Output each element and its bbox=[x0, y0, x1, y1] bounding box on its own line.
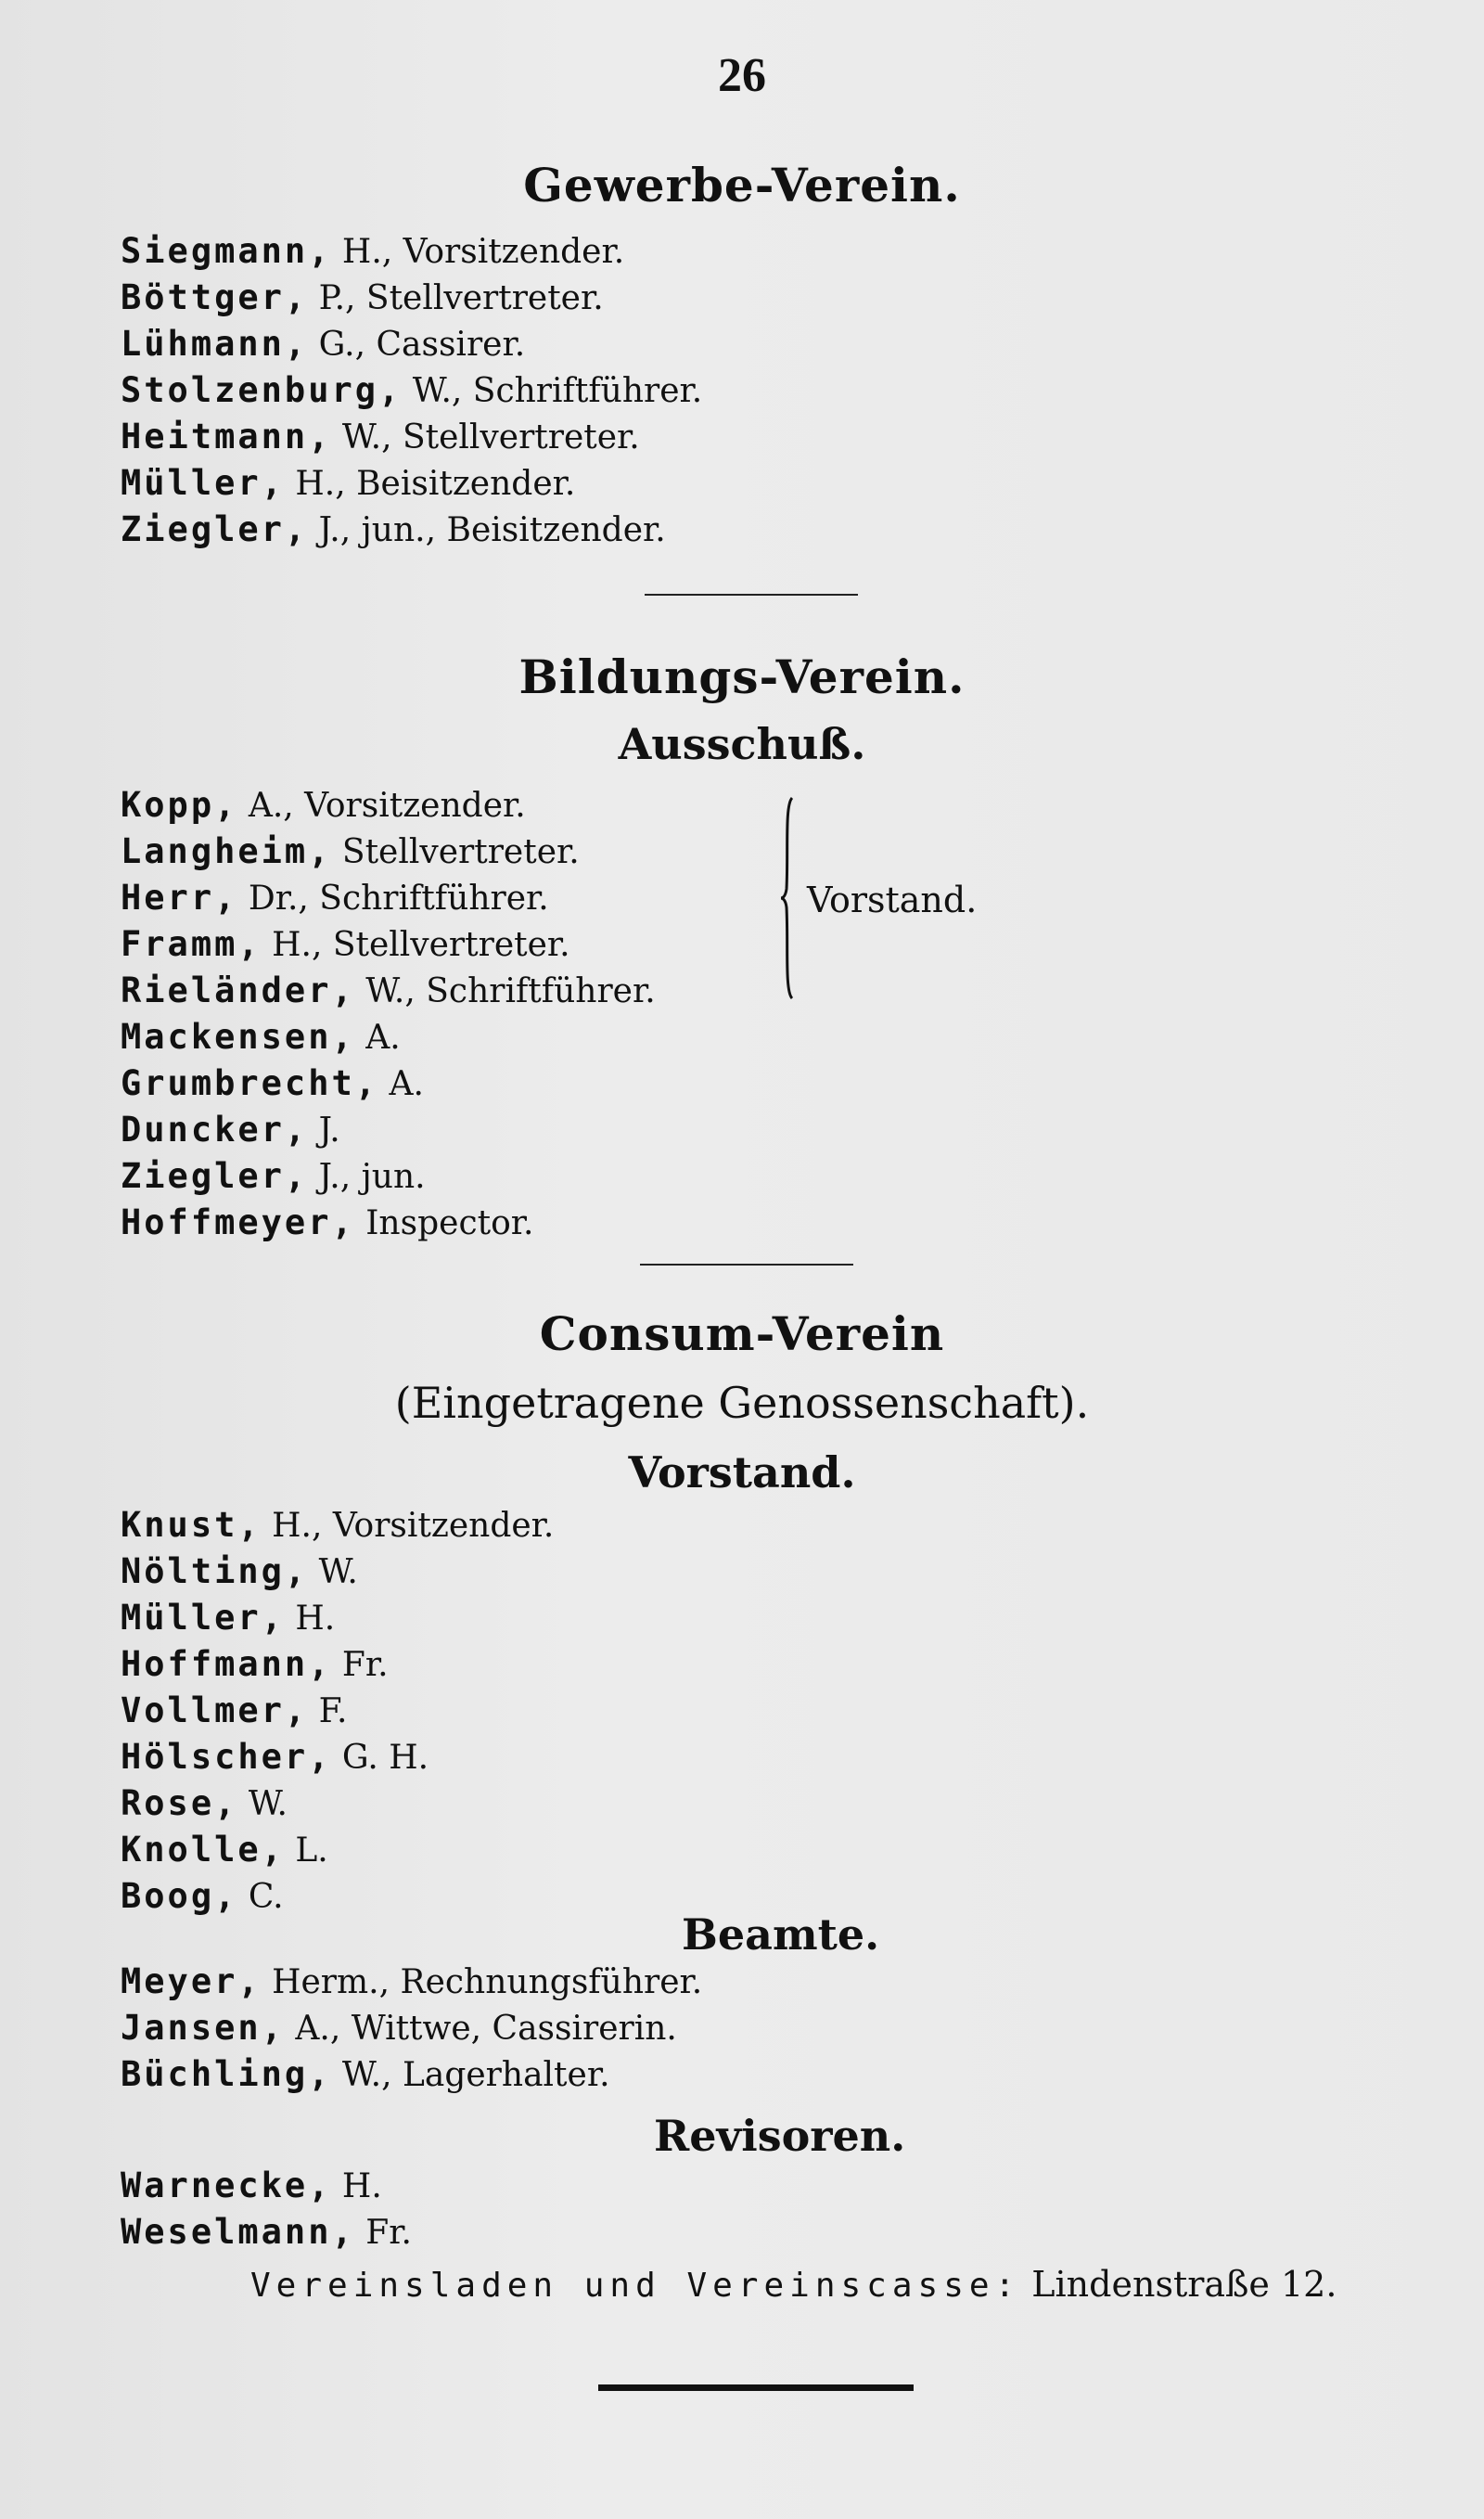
list-item: Vollmer, F. bbox=[121, 1690, 348, 1730]
closing-rule bbox=[598, 2384, 914, 2391]
store-label: Vereinsladen und Vereinscasse: bbox=[250, 2267, 1021, 2305]
list-item: Hoffmann, Fr. bbox=[121, 1644, 389, 1684]
list-item: Duncker, J. bbox=[121, 1110, 340, 1150]
beamte-heading: Beamte. bbox=[682, 1909, 880, 1960]
list-item: Meyer, Herm., Rechnungsführer. bbox=[121, 1961, 703, 2001]
list-item: Langheim, Stellvertreter. bbox=[121, 831, 580, 871]
list-item: Boog, C. bbox=[121, 1876, 284, 1916]
list-item: Müller, H. bbox=[121, 1598, 336, 1638]
section-divider bbox=[645, 594, 858, 596]
list-item: Knust, H., Vorsitzender. bbox=[121, 1505, 555, 1545]
list-item: Grumbrecht, A. bbox=[121, 1063, 424, 1103]
consum-verein-title: Consum-Verein bbox=[539, 1306, 945, 1361]
list-item: Ziegler, J., jun., Beisitzender. bbox=[121, 509, 666, 549]
list-item: Jansen, A., Wittwe, Cassirerin. bbox=[121, 2008, 677, 2048]
list-item: Ziegler, J., jun. bbox=[121, 1156, 426, 1196]
consum-vorstand-list bbox=[121, 1501, 554, 1919]
list-item: Kopp, A., Vorsitzender. bbox=[121, 785, 526, 825]
list-item: Siegmann, H., Vorsitzender. bbox=[121, 231, 625, 271]
store-address: Lindenstraße 12. bbox=[1020, 2264, 1337, 2305]
list-item: Mackensen, A. bbox=[121, 1017, 401, 1057]
section-divider bbox=[640, 1264, 853, 1266]
list-item: Böttger, P., Stellvertreter. bbox=[121, 277, 604, 317]
list-item: Warnecke, H. bbox=[121, 2166, 382, 2205]
store-address-line bbox=[250, 2264, 1337, 2305]
list-item: Herr, Dr., Schriftführer. bbox=[121, 878, 549, 918]
consum-verein-subtitle: (Eingetragene Genossenschaft). bbox=[394, 1378, 1090, 1428]
gewerbe-verein-title: Gewerbe-Verein. bbox=[523, 158, 961, 212]
list-item: Hölscher, G. H. bbox=[121, 1737, 429, 1777]
list-item: Büchling, W., Lagerhalter. bbox=[121, 2054, 610, 2094]
revisoren-list bbox=[121, 2162, 412, 2255]
list-item: Heitmann, W., Stellvertreter. bbox=[121, 417, 640, 456]
list-item: Nölting, W. bbox=[121, 1551, 358, 1591]
list-item: Knolle, L. bbox=[121, 1830, 328, 1870]
vorstand-brace-label: Vorstand. bbox=[807, 880, 978, 920]
list-item: Framm, H., Stellvertreter. bbox=[121, 924, 570, 964]
gewerbe-verein-list bbox=[121, 227, 702, 552]
ausschuss-heading: Ausschuß. bbox=[618, 719, 866, 769]
list-item: Rieländer, W., Schriftführer. bbox=[121, 970, 656, 1010]
revisoren-heading: Revisoren. bbox=[654, 2111, 906, 2161]
brace-icon bbox=[779, 796, 798, 1000]
bildungs-verein-list bbox=[121, 781, 656, 1245]
list-item: Müller, H., Beisitzender. bbox=[121, 463, 576, 503]
bildungs-verein-title: Bildungs-Verein. bbox=[518, 649, 966, 704]
list-item: Weselmann, Fr. bbox=[121, 2212, 412, 2252]
list-item: Hoffmeyer, Inspector. bbox=[121, 1202, 534, 1242]
list-item: Stolzenburg, W., Schriftführer. bbox=[121, 370, 703, 410]
beamte-list bbox=[121, 1958, 702, 2097]
page-number: 26 bbox=[718, 49, 766, 102]
vorstand-heading: Vorstand. bbox=[628, 1447, 856, 1497]
list-item: Lühmann, G., Cassirer. bbox=[121, 324, 526, 364]
list-item: Rose, W. bbox=[121, 1783, 288, 1823]
